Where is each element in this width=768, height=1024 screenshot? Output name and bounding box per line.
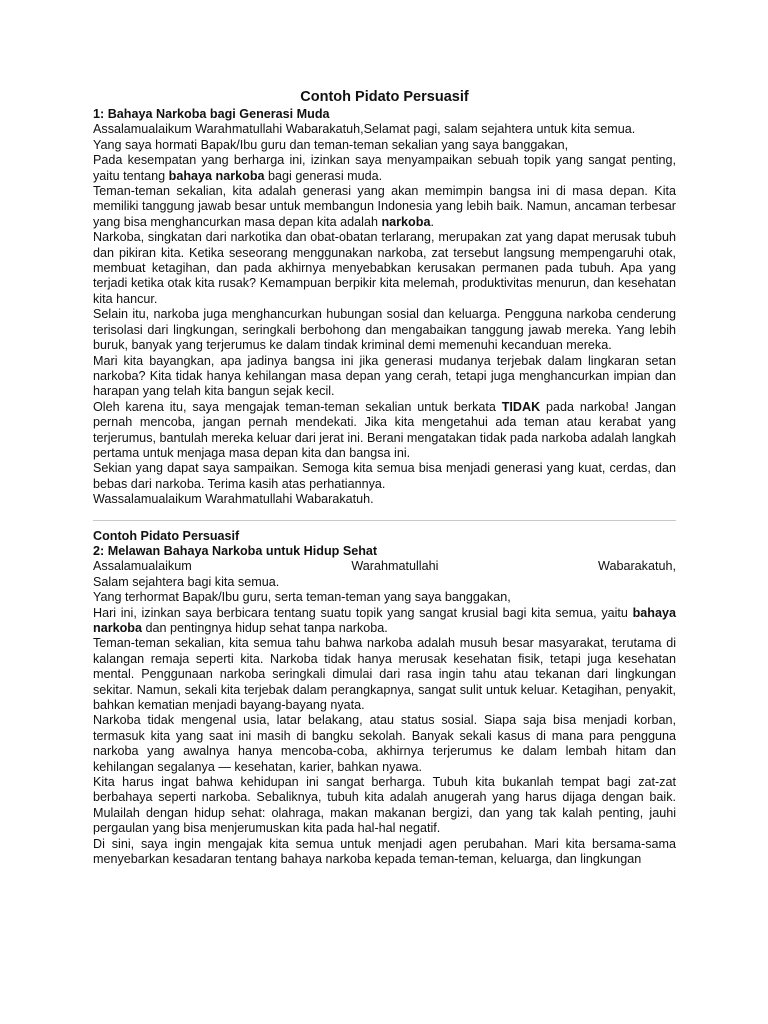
section2-enemy-paragraph: Teman-teman sekalian, kita semua tahu bahwa narkoba adalah musuh besar masyarakat, terutama di kalangan remaja seperti kita. Narkoba tidak hanya merusak kesehatan fisik, tetapi juga kesehatan mental. Penggunaan narkoba seringkali dimulai dari rasa ingin tahu atau tekanan dari lingkungan sekitar. Namun, sekali kita terjebak dalam perangkapnya, sangat sulit untuk keluar. Ketagihan, penyakit, bahkan kematian menjadi bayang-bayang nyata. (93, 636, 676, 713)
emphasis-bahaya-narkoba: bahaya narkoba (93, 605, 676, 635)
section2-title: Contoh Pidato Persuasif (93, 528, 240, 543)
section1-salutation: Yang saya hormati Bapak/Ibu guru dan teman-teman sekalian yang saya banggakan, (93, 137, 569, 152)
section2-victims-paragraph: Narkoba tidak mengenal usia, latar belakang, atau status sosial. Siapa saja bisa menjadi korban, termasuk kita yang saat ini masih di bangku sekolah. Banyak sekali kasus di mana para pengguna narkoba yang awalnya hanya mencoba-coba, akhirnya terjerumus ke dalam lembah hitam dan kehilangan segalanya — kesehatan, karier, bahkan nyawa. (93, 713, 676, 774)
section1-future-paragraph: Teman-teman sekalian, kita adalah generasi yang akan memimpin bangsa ini di masa depan. Kita memiliki tanggung jawab besar untuk membangun Indonesia yang lebih baik. Namun, ancaman terbesar yang bisa menghancurkan masa depan kita adalah narkoba. (93, 184, 676, 229)
document-page (93, 88, 676, 868)
section1-social-paragraph: Selain itu, narkoba juga menghancurkan hubungan sosial dan keluarga. Pengguna narkoba cenderung terisolasi dari lingkungan, seringkali berbohong dan mengabaikan tanggung jawab mereka. Yang lebih buruk, banyak yang terjerumus ke dalam tindak kriminal demi memenuhi kecanduan mereka. (93, 307, 676, 353)
section2-agent-of-change-paragraph: Di sini, saya ingin mengajak kita semua untuk menjadi agen perubahan. Mari kita bersama-sama menyebarkan kesadaran tentang bahaya narkoba kepada teman-teman, keluarga, dan lingkungan (93, 836, 676, 867)
section2-topic-paragraph: Hari ini, izinkan saya berbicara tentang suatu topik yang sangat krusial bagi kita semua, yaitu bahaya narkoba dan pentingnya hidup sehat tanpa narkoba. (93, 605, 676, 635)
section1-closing-greeting: Wassalamualaikum Warahmatullahi Wabarakatuh. (93, 492, 374, 507)
section1-heading: 1: Bahaya Narkoba bagi Generasi Muda (93, 107, 330, 121)
emphasis-narkoba: narkoba (381, 214, 431, 229)
section2-opening-greeting: Assalamualaikum Warahmatullahi Wabarakatuh, (93, 559, 676, 574)
section2-salutation: Yang terhormat Bapak/Ibu guru, serta teman-teman yang saya banggakan, (93, 590, 511, 605)
section2-heading: 2: Melawan Bahaya Narkoba untuk Hidup Sehat (93, 543, 378, 558)
section1-definition-paragraph: Narkoba, singkatan dari narkotika dan obat-obatan terlarang, merupakan zat yang dapat merusak tubuh dan pikiran kita. Ketika seseorang menggunakan narkoba, zat tersebut langsung mempengaruhi otak, membuat ketagihan, dan pada akhirnya menyebabkan kerusakan permanen pada tubuh. Apa yang terjadi ketika otak kita rusak? Kemampuan berpikir kita melemah, produktivitas menurun, dan kesehatan kita hancur. (93, 230, 676, 306)
document-title: Contoh Pidato Persuasif (300, 89, 469, 105)
section2-healthy-life-paragraph: Kita harus ingat bahwa kehidupan ini sangat berharga. Tubuh kita bukanlah tempat bagi zat-zat berbahaya seperti narkoba. Sebaliknya, tubuh kita adalah anugerah yang harus dijaga dengan baik. Mulailah dengan hidup sehat: olahraga, makan makanan bergizi, dan yang tak kalah penting, jauhi pergaulan yang bisa menjerumuskan kita pada hal-hal negatif. (93, 775, 676, 836)
section1-imagine-paragraph: Mari kita bayangkan, apa jadinya bangsa ini jika generasi mudanya terjebak dalam lingkaran setan narkoba? Kita tidak hanya kehilangan masa depan yang cerah, tetapi juga menghancurkan impian dan harapan yang telah kita bangun sejak kecil. (93, 353, 676, 399)
section1-opening-greeting: Assalamualaikum Warahmatullahi Wabarakatuh,Selamat pagi, salam sejahtera untuk kita semua. (93, 122, 636, 137)
section2-greeting-line: Salam sejahtera bagi kita semua. (93, 574, 280, 589)
section-divider (93, 520, 676, 521)
section1-call-to-action-paragraph: Oleh karena itu, saya mengajak teman-teman sekalian untuk berkata TIDAK pada narkoba! Jangan pernah mencoba, jangan pernah mendekati. Jika kita mengetahui ada teman atau kerabat yang terjerumus, bantulah mereka keluar dari jerat ini. Berani mengatakan tidak pada narkoba adalah langkah pertama untuk menjaga masa depan kita dan bangsa ini. (93, 399, 677, 460)
section1-closing-paragraph: Sekian yang dapat saya sampaikan. Semoga kita semua bisa menjadi generasi yang kuat, cerdas, dan bebas dari narkoba. Terima kasih atas perhatiannya. (93, 461, 676, 491)
section1-topic-paragraph: Pada kesempatan yang berharga ini, izinkan saya menyampaikan sebuah topik yang sangat penting, yaitu tentang bahaya narkoba bagi generasi muda. (93, 153, 676, 183)
emphasis-bahaya-narkoba: bahaya narkoba (168, 168, 265, 183)
emphasis-tidak: TIDAK (501, 399, 541, 414)
